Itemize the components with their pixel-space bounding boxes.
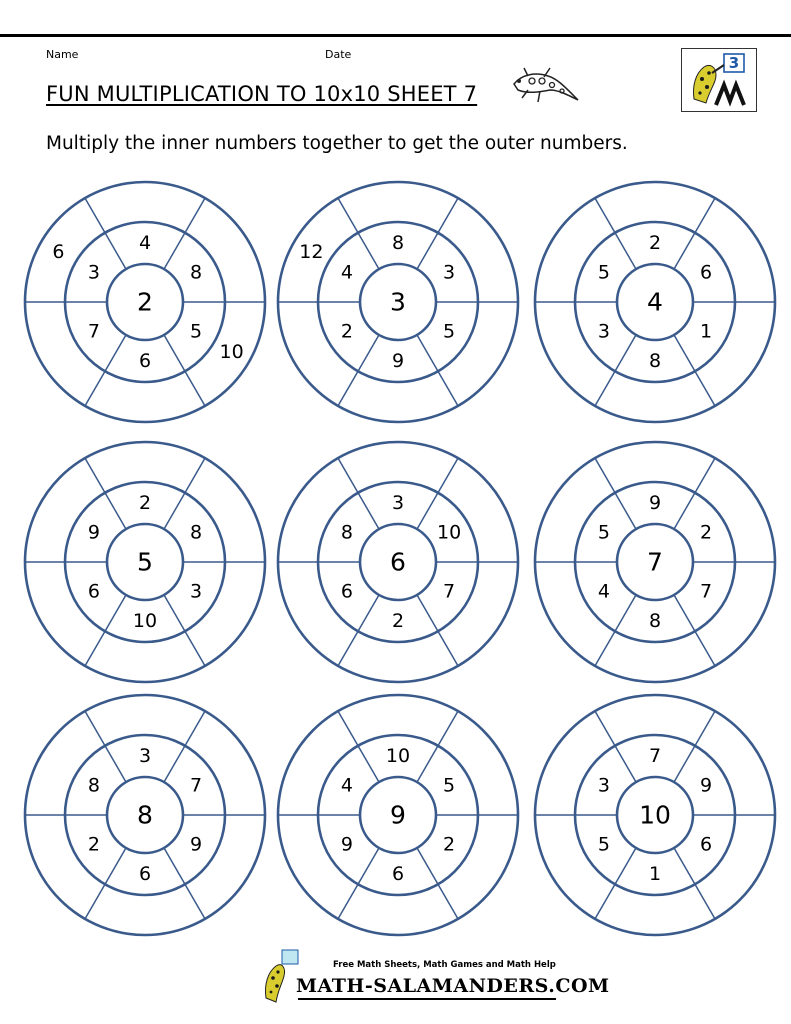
wheel-inner-number: 2 [340, 320, 353, 343]
wheel-inner-number: 5 [190, 320, 203, 343]
wheel-spoke [85, 848, 126, 919]
wheel-spoke [338, 711, 379, 782]
wheel-inner-number: 6 [87, 580, 100, 603]
wheel-inner-number: 8 [87, 774, 100, 797]
wheel-inner-number: 10 [132, 610, 158, 632]
wheel-inner-number: 5 [443, 320, 456, 343]
wheel-center-number: 6 [390, 547, 406, 577]
wheel-spoke [417, 711, 458, 782]
wheel-inner-number: 8 [190, 261, 203, 284]
wheel-inner-number: 9 [340, 833, 353, 856]
wheel-inner-number: 5 [597, 833, 610, 856]
wheel-spoke [674, 711, 715, 782]
sheet-title: FUN MULTIPLICATION TO 10x10 SHEET 7 [46, 82, 478, 106]
wheel-spoke [164, 711, 205, 782]
wheel-spoke [417, 848, 458, 919]
wheel [535, 442, 775, 682]
wheel-inner-number: 2 [391, 610, 405, 632]
wheel-outer-number: 10 [219, 341, 244, 363]
wheel-spoke [338, 198, 379, 269]
footer-brand-text: ATH-SALAMANDERS.COM [317, 975, 610, 997]
wheel-inner-number: 4 [340, 261, 353, 284]
wheel-inner-number: 3 [443, 261, 456, 284]
wheel [278, 442, 518, 682]
footer-salamander-icon [258, 948, 300, 1004]
wheel-spoke [85, 198, 126, 269]
wheel-inner-number: 8 [190, 521, 203, 544]
wheel-spoke [164, 335, 205, 406]
wheel-inner-number: 6 [138, 350, 152, 372]
wheel-inner-number: 9 [190, 833, 203, 856]
wheel [278, 182, 518, 422]
wheel-spoke [164, 595, 205, 666]
footer-brand [296, 975, 610, 997]
wheel-spoke [85, 458, 126, 529]
wheel-inner-number: 4 [340, 774, 353, 797]
wheel-inner-number: 3 [597, 320, 610, 343]
wheel-center-number: 10 [639, 800, 671, 830]
wheel-inner-number: 7 [190, 774, 203, 797]
wheel-inner-number: 2 [138, 492, 152, 514]
footer-tagline: Free Math Sheets, Math Games and Math Help [333, 960, 556, 970]
wheel-inner-number: 1 [648, 863, 662, 885]
wheel-spoke [164, 198, 205, 269]
wheel-inner-number: 7 [648, 745, 662, 767]
wheel-spoke [595, 711, 636, 782]
wheel-center-number: 8 [137, 800, 153, 830]
wheel-spoke [595, 458, 636, 529]
wheel-spoke [338, 595, 379, 666]
name-label: Name [46, 48, 79, 61]
wheel-inner-number: 4 [597, 580, 610, 603]
wheel-inner-number: 2 [443, 833, 456, 856]
wheel-outer-number: 6 [52, 241, 65, 263]
wheel-spoke [417, 335, 458, 406]
wheel-inner-number: 3 [87, 261, 100, 284]
wheel-inner-number: 9 [391, 350, 405, 372]
wheel-spoke [85, 335, 126, 406]
wheel-inner-number: 6 [138, 863, 152, 885]
wheel-center-number: 7 [647, 547, 663, 577]
wheel [535, 695, 775, 935]
wheel-inner-number: 5 [443, 774, 456, 797]
wheel-spoke [417, 198, 458, 269]
wheel-spoke [417, 458, 458, 529]
wheel-spoke [85, 595, 126, 666]
wheel-spoke [595, 335, 636, 406]
wheel-center-number: 3 [390, 287, 406, 317]
wheel-center-number: 4 [647, 287, 663, 317]
wheel-center-number: 5 [137, 547, 153, 577]
wheel [535, 182, 775, 422]
wheel-inner-number: 7 [87, 320, 100, 343]
wheel-inner-number: 8 [648, 350, 662, 372]
wheel-center-number: 9 [390, 800, 406, 830]
wheel-spoke [674, 595, 715, 666]
wheel-inner-number: 2 [87, 833, 100, 856]
wheel-inner-number: 9 [648, 492, 662, 514]
wheel-inner-number: 8 [340, 521, 353, 544]
wheel [278, 695, 518, 935]
wheel-inner-number: 3 [190, 580, 203, 603]
wheel-inner-number: 10 [385, 745, 411, 767]
wheel-spoke [338, 335, 379, 406]
wheel-inner-number: 2 [700, 521, 713, 544]
wheel-spoke [674, 335, 715, 406]
wheel-spoke [85, 711, 126, 782]
instructions: Multiply the inner numbers together to get the outer numbers. [46, 133, 628, 154]
wheel-inner-number: 6 [700, 833, 713, 856]
wheel-inner-number: 10 [437, 521, 462, 544]
wheel [25, 695, 265, 935]
wheel-spoke [674, 848, 715, 919]
wheel-spoke [338, 458, 379, 529]
wheel-inner-number: 8 [648, 610, 662, 632]
wheel [25, 182, 265, 422]
wheel-spoke [338, 848, 379, 919]
wheel-inner-number: 9 [700, 774, 713, 797]
wheel-inner-number: 7 [700, 580, 713, 603]
wheel-spoke [595, 595, 636, 666]
wheel-spoke [164, 848, 205, 919]
wheel-spoke [674, 198, 715, 269]
wheel-spoke [674, 458, 715, 529]
wheel-inner-number: 9 [87, 521, 100, 544]
wheel-inner-number: 3 [138, 745, 152, 767]
wheel-inner-number: 6 [340, 580, 353, 603]
wheel-inner-number: 4 [138, 232, 152, 254]
wheel-inner-number: 8 [391, 232, 405, 254]
wheel-inner-number: 6 [391, 863, 405, 885]
footer-brand-initial: M [296, 975, 318, 997]
wheel-outer-number: 12 [299, 241, 324, 263]
wheel-inner-number: 5 [597, 261, 610, 284]
date-label: Date [325, 48, 352, 61]
wheel-spoke [417, 595, 458, 666]
logo-badge-number: 3 [728, 54, 740, 72]
wheel-center-number: 2 [137, 287, 153, 317]
wheel-inner-number: 6 [700, 261, 713, 284]
wheel-spoke [164, 458, 205, 529]
wheel-inner-number: 7 [443, 580, 456, 603]
wheel-inner-number: 3 [597, 774, 610, 797]
wheel-spoke [595, 198, 636, 269]
wheel-inner-number: 5 [597, 521, 610, 544]
wheel-inner-number: 1 [700, 320, 713, 343]
wheel-inner-number: 3 [391, 492, 405, 514]
footer-rule [298, 998, 556, 1000]
wheel-inner-number: 2 [648, 232, 662, 254]
wheel-spoke [595, 848, 636, 919]
wheel [25, 442, 265, 682]
